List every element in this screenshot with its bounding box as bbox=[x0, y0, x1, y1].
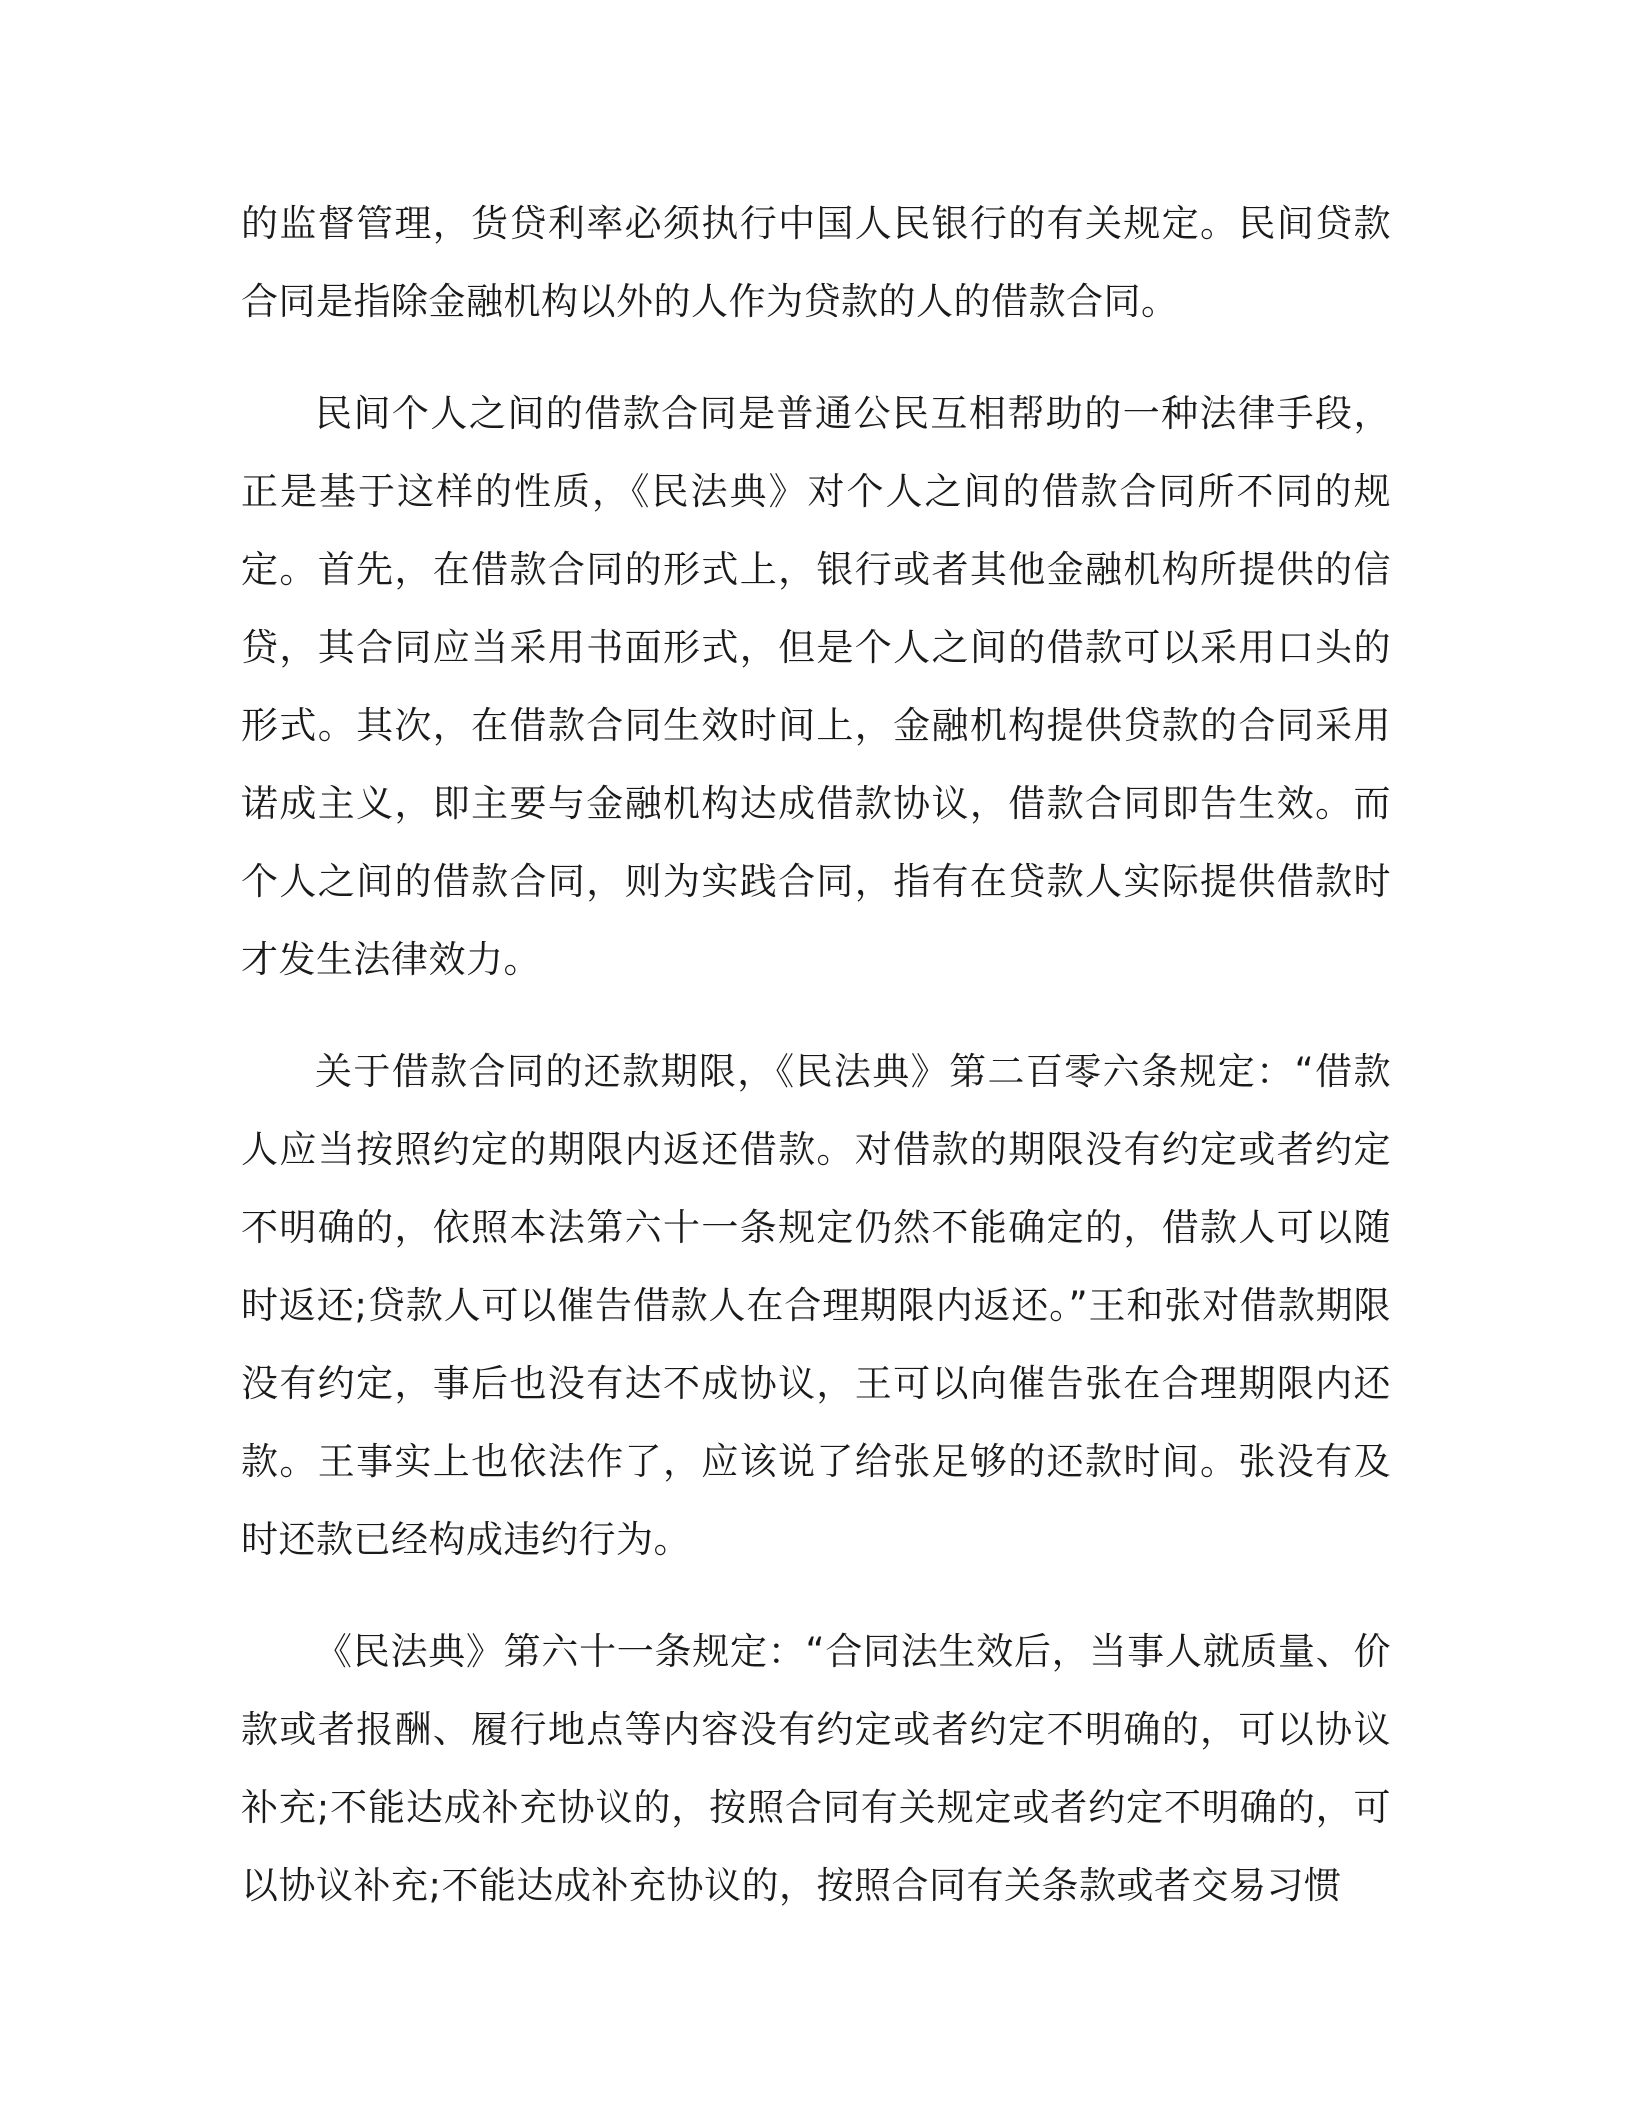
paragraph-4: 《民法典》第六十一条规定：“合同法生效后，当事人就质量、价款或者报酬、履行地点等内容没有约定或者约定不明确的，可以协议补充;不能达成补充协议的，按照合同有关规定或者约定不明确的，可以协议补充;不能达成补充协议的，按照合同有关条款或者交易习惯 bbox=[241, 1630, 1391, 1907]
paragraph-1: 的监督管理，货贷利率必须执行中国人民银行的有关规定。民间贷款合同是指除金融机构以外的人作为贷款的人的借款合同。 bbox=[241, 202, 1391, 323]
paragraph-3: 关于借款合同的还款期限，《民法典》第二百零六条规定：“借款人应当按照约定的期限内返还借款。对借款的期限没有约定或者约定不明确的，依照本法第六十一条规定仍然不能确定的，借款人可以随时返还;贷款人可以催告借款人在合理期限内返还。”王和张对借款期限没有约定，事后也没有达不成协议，王可以向催告张在合理期限内还款。王事实上也依法作了，应该说了给张足够的还款时间。张没有及时还款已经构成违约行为。 bbox=[241, 1050, 1391, 1561]
body-text bbox=[241, 185, 1391, 1959]
paragraph-2: 民间个人之间的借款合同是普通公民互相帮助的一种法律手段，正是基于这样的性质，《民法典》对个人之间的借款合同所不同的规定。首先，在借款合同的形式上，银行或者其他金融机构所提供的信贷，其合同应当采用书面形式，但是个人之间的借款可以采用口头的形式。其次，在借款合同生效时间上，金融机构提供贷款的合同采用诺成主义，即主要与金融机构达成借款协议，借款合同即告生效。而个人之间的借款合同，则为实践合同，指有在贷款人实际提供借款时才发生法律效力。 bbox=[241, 392, 1391, 981]
